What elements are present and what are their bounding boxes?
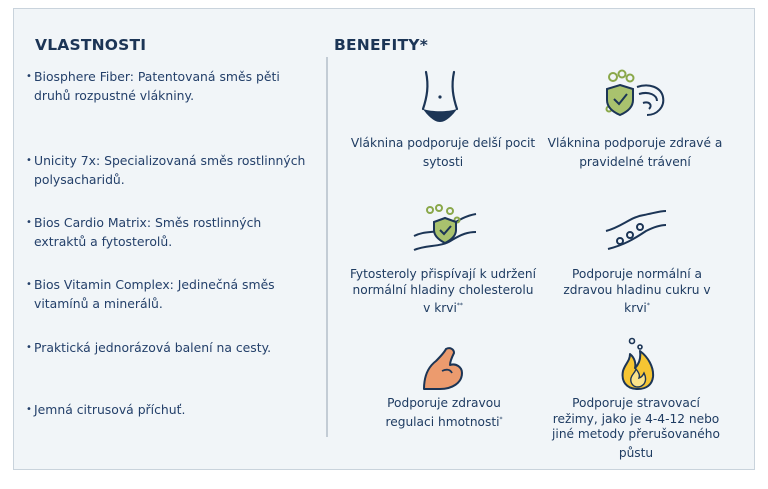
features-benefits-panel (13, 8, 755, 470)
benefit-text: Podporuje normální a zdravou hladinu cukru v krvi* (563, 267, 711, 316)
blood-vessel-shield-icon (412, 202, 478, 254)
digestion-shield-icon (603, 67, 669, 125)
benefit-text: Vláknina podporuje zdravé a pravidelné trávení (547, 136, 723, 169)
waist-icon (418, 69, 462, 125)
feature-item: • Unicity 7x: Specializovaná směs rostlinných polysacharidů. (34, 151, 314, 189)
benefit-text: Vláknina podporuje delší pocit sytosti (350, 136, 536, 169)
benefit-text: Podporuje stravovací režimy, jako je 4-4-12 nebo jiné metody přerušovaného půstu (552, 396, 720, 460)
column-divider (326, 57, 328, 437)
flame-icon (618, 337, 658, 393)
feature-item: • Bios Vitamin Complex: Jedinečná směs vitamínů a minerálů. (34, 275, 314, 313)
feature-item: • Jemná citrusová příchuť. (34, 400, 314, 419)
feature-item: • Bios Cardio Matrix: Směs rostlinných extraktů a fytosterolů. (34, 213, 314, 251)
benefits-heading: BENEFITY* (334, 36, 429, 54)
benefit-text: Fytosteroly přispívají k udržení normální hladiny cholesterolu v krvi** (350, 267, 536, 316)
feature-item: • Praktická jednorázová balení na cesty. (34, 338, 314, 357)
feature-item: • Biosphere Fiber: Patentovaná směs pěti druhů rozpustné vlákniny. (34, 67, 314, 105)
flexed-arm-icon (420, 345, 466, 393)
benefit-text: Podporuje zdravou regulaci hmotnosti* (385, 396, 503, 429)
features-heading: VLASTNOSTI (35, 36, 147, 54)
blood-flow-icon (604, 209, 668, 253)
